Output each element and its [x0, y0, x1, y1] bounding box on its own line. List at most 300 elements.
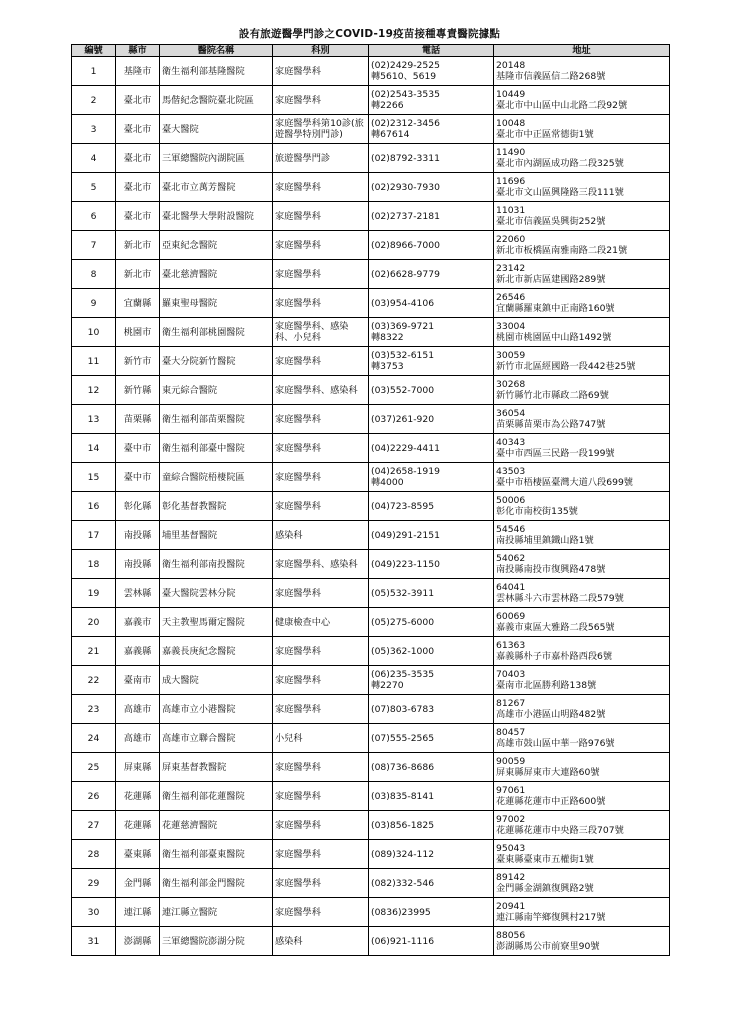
row-number: 29 — [72, 869, 116, 898]
postal-code: 97002 — [496, 814, 526, 825]
row-number: 8 — [72, 260, 116, 289]
city-cell: 雲林縣 — [116, 579, 160, 608]
row-number: 22 — [72, 666, 116, 695]
hospital-name-cell: 衛生福利部桃園醫院 — [160, 318, 273, 347]
phone-number: (02)2930-7930 — [371, 181, 440, 193]
phone-number: (02)2312-3456 — [371, 118, 440, 129]
department-cell: 家庭醫學科 — [273, 782, 369, 811]
department-cell: 家庭醫學科 — [273, 463, 369, 492]
department-cell: 旅遊醫學門診 — [273, 144, 369, 173]
phone-cell — [369, 927, 494, 956]
postal-code: 81267 — [496, 698, 526, 709]
city-cell: 嘉義市 — [116, 608, 160, 637]
phone-cell — [369, 579, 494, 608]
postal-code: 61363 — [496, 640, 526, 651]
city-cell: 花蓮縣 — [116, 782, 160, 811]
phone-cell — [369, 144, 494, 173]
hospital-name-cell: 三軍總醫院內湖院區 — [160, 144, 273, 173]
row-number: 5 — [72, 173, 116, 202]
department-cell: 家庭醫學科 — [273, 86, 369, 115]
city-cell: 花蓮縣 — [116, 811, 160, 840]
phone-number: (02)6628-9779 — [371, 268, 440, 280]
hospital-name-cell: 埔里基督醫院 — [160, 521, 273, 550]
phone-number: (05)362-1000 — [371, 645, 435, 657]
hospital-name-cell: 衛生福利部南投醫院 — [160, 550, 273, 579]
table-row — [72, 318, 670, 347]
city-cell: 連江縣 — [116, 898, 160, 927]
phone-number: (03)954-4106 — [371, 297, 435, 309]
address-cell — [494, 347, 670, 376]
department-cell: 家庭醫學科 — [273, 869, 369, 898]
column-header-address: 地址 — [494, 45, 670, 57]
street-address: 連江縣南竿鄉復興村217號 — [496, 912, 606, 923]
city-cell: 屏東縣 — [116, 753, 160, 782]
column-header-city: 縣市 — [116, 45, 160, 57]
address-cell — [494, 492, 670, 521]
phone-cell — [369, 202, 494, 231]
postal-code: 90059 — [496, 756, 526, 767]
row-number: 3 — [72, 115, 116, 144]
postal-code: 80457 — [496, 727, 526, 738]
hospital-name-cell: 高雄市立聯合醫院 — [160, 724, 273, 753]
postal-code: 40343 — [496, 437, 526, 448]
street-address: 臺北市內湖區成功路二段325號 — [496, 158, 624, 169]
city-cell: 澎湖縣 — [116, 927, 160, 956]
city-cell: 苗栗縣 — [116, 405, 160, 434]
city-cell: 新北市 — [116, 260, 160, 289]
city-cell: 臺北市 — [116, 115, 160, 144]
postal-code: 23142 — [496, 263, 526, 274]
hospital-name-cell: 彰化基督教醫院 — [160, 492, 273, 521]
postal-code: 11696 — [496, 176, 526, 187]
city-cell: 南投縣 — [116, 550, 160, 579]
phone-cell — [369, 753, 494, 782]
postal-code: 54062 — [496, 553, 526, 564]
row-number: 28 — [72, 840, 116, 869]
address-cell — [494, 86, 670, 115]
department-cell: 家庭醫學科 — [273, 898, 369, 927]
phone-number: (06)921-1116 — [371, 935, 435, 947]
address-cell — [494, 521, 670, 550]
city-cell: 臺北市 — [116, 144, 160, 173]
row-number: 17 — [72, 521, 116, 550]
table-row — [72, 115, 670, 144]
department-cell: 家庭醫學科第10診(旅遊醫學特別門診) — [273, 115, 369, 144]
phone-number: (04)2658-1919 — [371, 466, 440, 477]
row-number: 18 — [72, 550, 116, 579]
street-address: 南投縣埔里鎮鐵山路1號 — [496, 535, 594, 546]
hospital-name-cell: 衛生福利部金門醫院 — [160, 869, 273, 898]
address-cell — [494, 463, 670, 492]
row-number: 13 — [72, 405, 116, 434]
address-cell — [494, 405, 670, 434]
column-header-hospital: 醫院名稱 — [160, 45, 273, 57]
phone-cell — [369, 57, 494, 86]
address-cell — [494, 840, 670, 869]
hospital-name-cell: 馬偕紀念醫院臺北院區 — [160, 86, 273, 115]
address-cell — [494, 666, 670, 695]
column-header-number: 編號 — [72, 45, 116, 57]
city-cell: 基隆市 — [116, 57, 160, 86]
department-cell: 家庭醫學科 — [273, 405, 369, 434]
row-number: 14 — [72, 434, 116, 463]
phone-number: (082)332-546 — [371, 877, 435, 889]
phone-cell — [369, 724, 494, 753]
department-cell: 家庭醫學科 — [273, 347, 369, 376]
city-cell: 臺中市 — [116, 463, 160, 492]
hospital-name-cell: 臺大醫院雲林分院 — [160, 579, 273, 608]
postal-code: 10048 — [496, 118, 526, 129]
phone-extension: 轉8322 — [371, 332, 404, 343]
address-cell — [494, 289, 670, 318]
phone-extension: 轉3753 — [371, 361, 404, 372]
street-address: 新北市板橋區南雅南路二段21號 — [496, 245, 628, 256]
street-address: 臺中市西區三民路一段199號 — [496, 448, 615, 459]
department-cell: 家庭醫學科 — [273, 695, 369, 724]
department-cell: 感染科 — [273, 927, 369, 956]
phone-cell — [369, 869, 494, 898]
city-cell: 新竹市 — [116, 347, 160, 376]
hospital-name-cell: 天主教聖馬爾定醫院 — [160, 608, 273, 637]
city-cell: 臺東縣 — [116, 840, 160, 869]
table-row — [72, 521, 670, 550]
postal-code: 43503 — [496, 466, 526, 477]
address-cell — [494, 376, 670, 405]
row-number: 11 — [72, 347, 116, 376]
hospital-name-cell: 屏東基督教醫院 — [160, 753, 273, 782]
phone-cell — [369, 666, 494, 695]
hospital-name-cell: 嘉義長庚紀念醫院 — [160, 637, 273, 666]
phone-cell — [369, 376, 494, 405]
hospital-name-cell: 亞東紀念醫院 — [160, 231, 273, 260]
hospital-name-cell: 臺北慈濟醫院 — [160, 260, 273, 289]
phone-extension: 轉2266 — [371, 100, 404, 111]
hospital-name-cell: 東元綜合醫院 — [160, 376, 273, 405]
phone-cell — [369, 463, 494, 492]
phone-number: (03)835-8141 — [371, 790, 435, 802]
row-number: 19 — [72, 579, 116, 608]
postal-code: 11490 — [496, 147, 526, 158]
phone-extension: 轉2270 — [371, 680, 404, 691]
postal-code: 64041 — [496, 582, 526, 593]
department-cell: 家庭醫學科 — [273, 811, 369, 840]
address-cell — [494, 782, 670, 811]
street-address: 新竹市北區經國路一段442巷25號 — [496, 361, 636, 372]
address-cell — [494, 579, 670, 608]
department-cell: 家庭醫學科、感染科 — [273, 376, 369, 405]
address-cell — [494, 231, 670, 260]
department-cell: 家庭醫學科 — [273, 840, 369, 869]
street-address: 臺北市中山區中山北路二段92號 — [496, 100, 628, 111]
address-cell — [494, 898, 670, 927]
postal-code: 88056 — [496, 930, 526, 941]
phone-number: (03)532-6151 — [371, 350, 435, 361]
table-row — [72, 898, 670, 927]
postal-code: 95043 — [496, 843, 526, 854]
street-address: 金門縣金湖鎮復興路2號 — [496, 883, 594, 894]
table-row — [72, 86, 670, 115]
row-number: 15 — [72, 463, 116, 492]
phone-cell — [369, 521, 494, 550]
street-address: 基隆市信義區信二路268號 — [496, 71, 606, 82]
table-row — [72, 782, 670, 811]
phone-cell — [369, 347, 494, 376]
postal-code: 36054 — [496, 408, 526, 419]
address-cell — [494, 57, 670, 86]
phone-number: (02)2543-3535 — [371, 89, 440, 100]
table-row — [72, 666, 670, 695]
phone-number: (02)8792-3311 — [371, 152, 440, 164]
postal-code: 97061 — [496, 785, 526, 796]
phone-cell — [369, 115, 494, 144]
postal-code: 11031 — [496, 205, 526, 216]
row-number: 26 — [72, 782, 116, 811]
department-cell: 家庭醫學科 — [273, 434, 369, 463]
phone-cell — [369, 782, 494, 811]
department-cell: 感染科 — [273, 521, 369, 550]
postal-code: 54546 — [496, 524, 526, 535]
table-row — [72, 202, 670, 231]
phone-cell — [369, 637, 494, 666]
city-cell: 臺北市 — [116, 86, 160, 115]
street-address: 臺中市梧棲區臺灣大道八段699號 — [496, 477, 633, 488]
street-address: 花蓮縣花蓮市中央路三段707號 — [496, 825, 624, 836]
row-number: 20 — [72, 608, 116, 637]
street-address: 彰化市南校街135號 — [496, 506, 578, 517]
address-cell — [494, 550, 670, 579]
address-cell — [494, 318, 670, 347]
department-cell: 家庭醫學科 — [273, 231, 369, 260]
address-cell — [494, 202, 670, 231]
street-address: 臺北市中正區常德街1號 — [496, 129, 594, 140]
street-address: 臺北市文山區興隆路三段111號 — [496, 187, 624, 198]
table-row — [72, 492, 670, 521]
phone-extension: 轉4000 — [371, 477, 404, 488]
street-address: 南投縣南投市復興路478號 — [496, 564, 606, 575]
street-address: 臺東縣臺東市五權街1號 — [496, 854, 594, 865]
postal-code: 20941 — [496, 901, 526, 912]
hospital-name-cell: 花蓮慈濟醫院 — [160, 811, 273, 840]
department-cell: 家庭醫學科 — [273, 666, 369, 695]
city-cell: 高雄市 — [116, 695, 160, 724]
city-cell: 金門縣 — [116, 869, 160, 898]
street-address: 嘉義縣朴子市嘉朴路西段6號 — [496, 651, 613, 662]
row-number: 30 — [72, 898, 116, 927]
hospital-name-cell: 三軍總醫院澎湖分院 — [160, 927, 273, 956]
street-address: 屏東縣屏東市大連路60號 — [496, 767, 600, 778]
address-cell — [494, 173, 670, 202]
table-row — [72, 289, 670, 318]
city-cell: 桃園市 — [116, 318, 160, 347]
table-row — [72, 463, 670, 492]
hospital-name-cell: 連江縣立醫院 — [160, 898, 273, 927]
table-row — [72, 608, 670, 637]
city-cell: 臺南市 — [116, 666, 160, 695]
street-address: 新北市新店區建國路289號 — [496, 274, 606, 285]
hospital-name-cell: 衛生福利部苗栗醫院 — [160, 405, 273, 434]
street-address: 臺南市北區勝利路138號 — [496, 680, 597, 691]
street-address: 花蓮縣花蓮市中正路600號 — [496, 796, 606, 807]
city-cell: 南投縣 — [116, 521, 160, 550]
address-cell — [494, 811, 670, 840]
address-cell — [494, 927, 670, 956]
hospital-name-cell: 衛生福利部花蓮醫院 — [160, 782, 273, 811]
department-cell: 小兒科 — [273, 724, 369, 753]
hospital-name-cell: 羅東聖母醫院 — [160, 289, 273, 318]
phone-number: (049)291-2151 — [371, 529, 440, 541]
row-number: 2 — [72, 86, 116, 115]
street-address: 澎湖縣馬公市前寮里90號 — [496, 941, 600, 952]
hospital-name-cell: 臺北醫學大學附設醫院 — [160, 202, 273, 231]
hospital-name-cell: 高雄市立小港醫院 — [160, 695, 273, 724]
address-cell — [494, 869, 670, 898]
phone-cell — [369, 434, 494, 463]
phone-number: (03)552-7000 — [371, 384, 435, 396]
row-number: 9 — [72, 289, 116, 318]
document-title: 設有旅遊醫學門診之COVID-19疫苗接種專責醫院據點 — [238, 28, 501, 40]
table-row — [72, 57, 670, 86]
postal-code: 30268 — [496, 379, 526, 390]
street-address: 苗栗縣苗栗市為公路747號 — [496, 419, 606, 430]
department-cell: 健康檢查中心 — [273, 608, 369, 637]
street-address: 嘉義市東區大雅路二段565號 — [496, 622, 615, 633]
phone-number: (06)235-3535 — [371, 669, 435, 680]
hospital-name-cell: 衛生福利部臺東醫院 — [160, 840, 273, 869]
department-cell: 家庭醫學科 — [273, 637, 369, 666]
city-cell: 新北市 — [116, 231, 160, 260]
phone-number: (037)261-920 — [371, 413, 435, 425]
city-cell: 嘉義縣 — [116, 637, 160, 666]
row-number: 21 — [72, 637, 116, 666]
table-row — [72, 811, 670, 840]
phone-number: (02)2737-2181 — [371, 210, 440, 222]
phone-number: (04)723-8595 — [371, 500, 435, 512]
phone-cell — [369, 289, 494, 318]
address-cell — [494, 144, 670, 173]
address-cell — [494, 637, 670, 666]
address-cell — [494, 695, 670, 724]
street-address: 高雄市鼓山區中華一路976號 — [496, 738, 615, 749]
address-cell — [494, 608, 670, 637]
department-cell: 家庭醫學科 — [273, 202, 369, 231]
hospital-name-cell: 臺北市立萬芳醫院 — [160, 173, 273, 202]
hospital-name-cell: 衛生福利部基隆醫院 — [160, 57, 273, 86]
street-address: 臺北市信義區吳興街252號 — [496, 216, 606, 227]
table-header-row — [72, 45, 670, 57]
street-address: 雲林縣斗六市雲林路二段579號 — [496, 593, 624, 604]
postal-code: 26546 — [496, 292, 526, 303]
department-cell: 家庭醫學科、感染科 — [273, 550, 369, 579]
phone-cell — [369, 260, 494, 289]
phone-cell — [369, 608, 494, 637]
phone-cell — [369, 405, 494, 434]
address-cell — [494, 434, 670, 463]
phone-number: (02)8966-7000 — [371, 239, 440, 251]
column-header-department: 科別 — [273, 45, 369, 57]
table-row — [72, 724, 670, 753]
street-address: 宜蘭縣羅東鎮中正南路160號 — [496, 303, 615, 314]
table-row — [72, 405, 670, 434]
row-number: 24 — [72, 724, 116, 753]
address-cell — [494, 724, 670, 753]
row-number: 10 — [72, 318, 116, 347]
phone-cell — [369, 550, 494, 579]
row-number: 6 — [72, 202, 116, 231]
department-cell: 家庭醫學科 — [273, 579, 369, 608]
department-cell: 家庭醫學科 — [273, 289, 369, 318]
postal-code: 70403 — [496, 669, 526, 680]
phone-number: (03)369-9721 — [371, 321, 435, 332]
hospital-name-cell: 童綜合醫院梧棲院區 — [160, 463, 273, 492]
address-cell — [494, 753, 670, 782]
phone-number: (07)555-2565 — [371, 732, 435, 744]
row-number: 4 — [72, 144, 116, 173]
city-cell: 高雄市 — [116, 724, 160, 753]
phone-number: (0836)23995 — [371, 906, 431, 918]
row-number: 7 — [72, 231, 116, 260]
phone-number: (05)532-3911 — [371, 587, 435, 599]
postal-code: 30059 — [496, 350, 526, 361]
phone-cell — [369, 231, 494, 260]
phone-number: (08)736-8686 — [371, 761, 435, 773]
phone-cell — [369, 318, 494, 347]
table-row — [72, 231, 670, 260]
phone-number: (049)223-1150 — [371, 558, 440, 570]
row-number: 12 — [72, 376, 116, 405]
phone-cell — [369, 86, 494, 115]
table-row — [72, 434, 670, 463]
phone-cell — [369, 840, 494, 869]
department-cell: 家庭醫學科、感染科、小兒科 — [273, 318, 369, 347]
department-cell: 家庭醫學科 — [273, 260, 369, 289]
phone-number: (03)856-1825 — [371, 819, 435, 831]
postal-code: 50006 — [496, 495, 526, 506]
postal-code: 89142 — [496, 872, 526, 883]
phone-extension: 轉67614 — [371, 129, 410, 140]
city-cell: 臺北市 — [116, 202, 160, 231]
table-row — [72, 260, 670, 289]
department-cell: 家庭醫學科 — [273, 173, 369, 202]
hospital-name-cell: 成大醫院 — [160, 666, 273, 695]
phone-cell — [369, 898, 494, 927]
department-cell: 家庭醫學科 — [273, 57, 369, 86]
phone-number: (02)2429-2525 — [371, 60, 440, 71]
department-cell: 家庭醫學科 — [273, 492, 369, 521]
row-number: 23 — [72, 695, 116, 724]
phone-extension: 轉5610、5619 — [371, 71, 437, 82]
table-row — [72, 753, 670, 782]
city-cell: 新竹縣 — [116, 376, 160, 405]
table-row — [72, 173, 670, 202]
phone-number: (089)324-112 — [371, 848, 435, 860]
department-cell: 家庭醫學科 — [273, 753, 369, 782]
postal-code: 22060 — [496, 234, 526, 245]
table-row — [72, 869, 670, 898]
phone-number: (05)275-6000 — [371, 616, 435, 628]
table-row — [72, 927, 670, 956]
table-body — [72, 57, 670, 956]
city-cell: 臺北市 — [116, 173, 160, 202]
column-header-phone: 電話 — [369, 45, 494, 57]
hospital-name-cell: 衛生福利部臺中醫院 — [160, 434, 273, 463]
phone-cell — [369, 811, 494, 840]
phone-number: (07)803-6783 — [371, 703, 435, 715]
phone-cell — [369, 173, 494, 202]
street-address: 桃園市桃園區中山路1492號 — [496, 332, 612, 343]
row-number: 31 — [72, 927, 116, 956]
table-row — [72, 550, 670, 579]
phone-cell — [369, 492, 494, 521]
